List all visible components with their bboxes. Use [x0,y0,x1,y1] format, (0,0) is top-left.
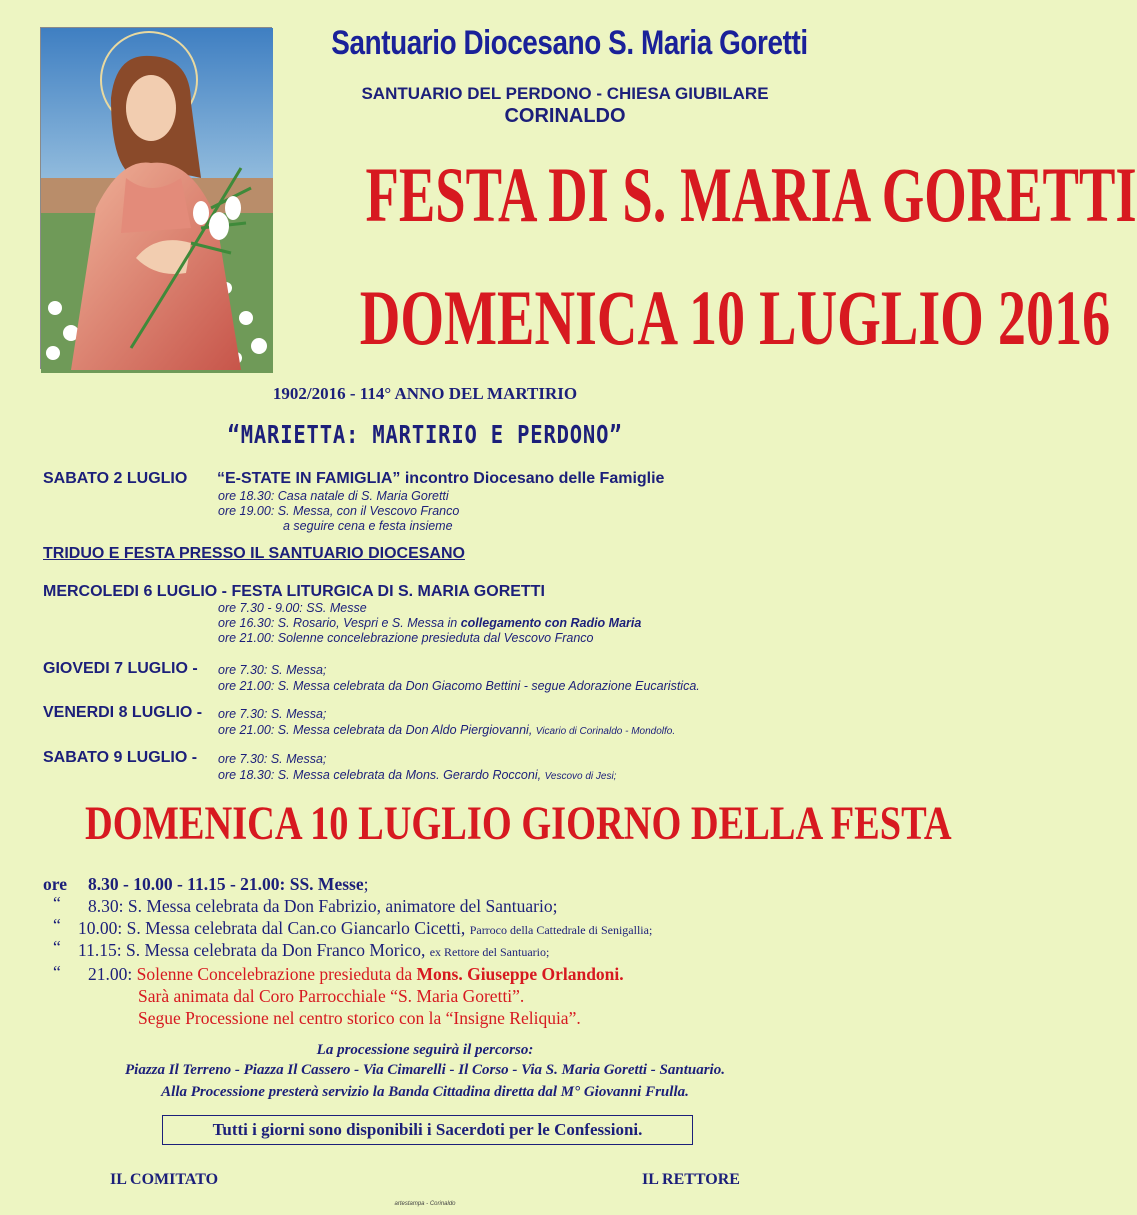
saturday9-line: ore 7.30: S. Messa; [218,752,327,766]
mass-line-note: ex Rettore del Santuario; [429,945,550,959]
celebrant-name: Mons. Giuseppe Orlandoni. [416,964,624,984]
radio-maria-note: collegamento con Radio Maria [460,616,642,630]
mass-line-evening-2: Sarà animata dal Coro Parrocchiale “S. Maria Goretti”. [138,986,525,1006]
sanctuary-town: CORINALDO [504,105,626,127]
friday-note: Vicario di Corinaldo - Mondolfo. [535,726,676,737]
saint-image [40,27,272,369]
mass-line-text: Solenne Concelebrazione presieduta da [136,964,417,984]
confession-notice: Tutti i giorni sono disponibili i Sacerdoti per le Confessioni. [162,1115,693,1145]
sanctuary-title: Santuario Diocesano S. Maria Goretti [331,24,808,62]
thursday-label: GIOVEDI 7 LUGLIO - [43,660,198,677]
masses-times-text: 8.30 - 10.00 - 11.15 - 21.00: SS. Messe [88,874,364,894]
saturday2-line: ore 19.00: S. Messa, con il Vescovo Franco [218,504,460,518]
mass-line-evening-3: Segue Processione nel centro storico con la “Insigne Reliquia”. [138,1008,581,1028]
procession-route: Piazza Il Terreno - Piazza Il Cassero - Via Cimarelli - Il Corso - Via S. Maria Goretti - Santuario. [125,1062,725,1078]
friday-label: VENERDI 8 LUGLIO - [43,704,203,721]
wednesday-line [218,616,641,630]
masses-times-end: ; [363,874,369,894]
saturday2-line: ore 18.30: Casa natale di S. Maria Goretti [218,489,449,503]
mass-line-evening [88,964,624,985]
sanctuary-subtitle: SANTUARIO DEL PERDONO - CHIESA GIUBILARE [361,84,769,103]
feast-date: DOMENICA 10 LUGLIO 2016 [359,274,1111,361]
printer-credit: artestampa - Corinaldo [394,1201,456,1207]
saturday9-note: Vescovo di Jesi; [544,771,617,782]
saturday9-line-text: ore 18.30: S. Messa celebrata da Mons. Gerardo Rocconi, [218,768,542,782]
signature-committee: IL COMITATO [110,1171,219,1188]
wednesday-line-text: ore 16.30: S. Rosario, Vespri e S. Messa in [218,616,461,630]
mass-time: 21.00: [88,964,133,984]
mass-line-note: Parroco della Cattedrale di Senigallia; [469,923,653,937]
ditto-mark: “ [53,915,61,935]
sunday-heading: DOMENICA 10 LUGLIO GIORNO DELLA FESTA [85,797,952,850]
ditto-mark: “ [53,937,61,957]
ditto-mark: “ [53,962,61,982]
wednesday-line: ore 21.00: Solenne concelebrazione presieduta dal Vescovo Franco [218,631,594,645]
friday-line: ore 7.30: S. Messa; [218,707,327,721]
thursday-line: ore 21.00: S. Messa celebrata da Don Giacomo Bettini - segue Adorazione Eucaristica. [218,679,700,693]
saturday2-label: SABATO 2 LUGLIO [43,470,188,487]
saturday9-label: SABATO 9 LUGLIO - [43,749,198,766]
ditto-mark: “ [53,893,61,913]
saturday2-title: “E-STATE IN FAMIGLIA” incontro Diocesano delle Famiglie [217,470,665,487]
saturday2-line: a seguire cena e festa insieme [283,519,453,533]
friday-line [218,723,675,737]
wednesday-label: MERCOLEDI 6 LUGLIO - FESTA LITURGICA DI S. MARIA GORETTI [43,583,545,600]
motto: “MARIETTA: MARTIRIO E PERDONO” [227,420,623,449]
thursday-line: ore 7.30: S. Messa; [218,663,327,677]
triduo-heading: TRIDUO E FESTA PRESSO IL SANTUARIO DIOCESANO [43,545,465,562]
mass-line [78,918,652,939]
mass-line: 8.30: S. Messa celebrata da Don Fabrizio, animatore del Santuario; [88,896,558,916]
mass-line [78,940,549,961]
procession-band: Alla Processione presterà servizio la Banda Cittadina diretta dal M° Giovanni Frulla. [161,1084,689,1100]
anniversary-line: 1902/2016 - 114° ANNO DEL MARTIRIO [272,384,578,403]
friday-line-text: ore 21.00: S. Messa celebrata da Don Aldo Piergiovanni, [218,723,533,737]
wednesday-line: ore 7.30 - 9.00: SS. Messe [218,601,367,615]
masses-times [88,874,368,895]
procession-intro: La processione seguirà il percorso: [316,1042,534,1058]
mass-line-text: 11.15: S. Messa celebrata da Don Franco Morico, [78,940,426,960]
mass-line-text: 10.00: S. Messa celebrata dal Can.co Giancarlo Cicetti, [78,918,466,938]
masses-ore: ore [43,874,67,894]
saturday9-line [218,768,616,782]
feast-title: FESTA DI S. MARIA GORETTI [365,151,1137,238]
signature-rector: IL RETTORE [642,1171,740,1188]
